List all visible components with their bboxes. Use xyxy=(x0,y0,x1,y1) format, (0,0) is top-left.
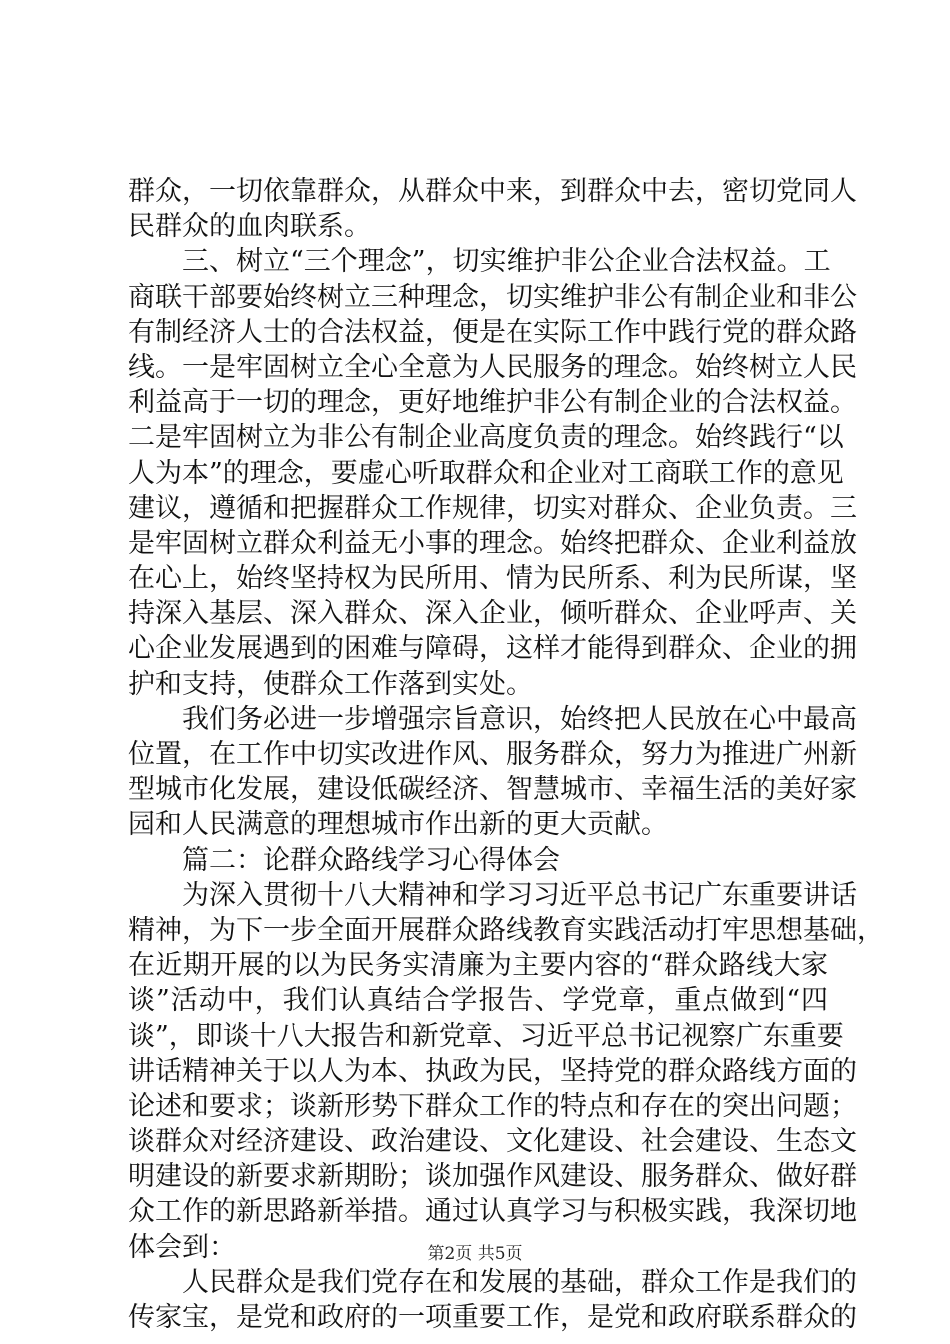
text-line: 群众，一切依靠群众，从群众中来，到群众中去，密切党同人 xyxy=(128,176,857,207)
text-line: 型城市化发展，建设低碳经济、智慧城市、幸福生活的美好家 xyxy=(128,774,857,806)
text-line: 有制经济人士的合法权益，便是在实际工作中践行党的群众路 xyxy=(128,316,857,348)
text-line: 持深入基层、深入群众、深入企业，倾听群众、企业呼声、关 xyxy=(128,598,857,630)
page-footer: 第2页 共5页 xyxy=(427,1244,523,1264)
text-line: 建议，遵循和把握群众工作规律，切实对群众、企业负责。三 xyxy=(128,492,857,524)
text-line: 人为本”的理念，要虚心听取群众和企业对工商联工作的意见 xyxy=(128,457,844,489)
text-line: 园和人民满意的理想城市作出新的更大贡献。 xyxy=(128,809,668,841)
text-line: 位置，在工作中切实改进作风、服务群众，努力为推进广州新 xyxy=(128,739,857,770)
text-line: 众工作的新思路新举措。通过认真学习与积极实践，我深切地 xyxy=(128,1196,857,1228)
text-line: 明建设的新要求新期盼；谈加强作风建设、服务群众、做好群 xyxy=(128,1161,857,1193)
text-line: 商联干部要始终树立三种理念，切实维护非公有制企业和非公 xyxy=(128,281,857,313)
text-line: 在近期开展的以为民务实清廉为主要内容的“群众路线大家 xyxy=(128,950,828,982)
text-line: 谈”活动中，我们认真结合学报告、学党章，重点做到“四 xyxy=(128,985,828,1017)
text-line: 谈群众对经济建设、政治建设、文化建设、社会建设、生态文 xyxy=(128,1126,857,1158)
text-line: 篇二：论群众路线学习心得体会 xyxy=(128,844,560,876)
text-line: 讲话精神关于以人为本、执政为民，坚持党的群众路线方面的 xyxy=(128,1055,857,1087)
text-line: 心企业发展遇到的困难与障碍，这样才能得到群众、企业的拥 xyxy=(128,633,857,665)
text-line: 利益高于一切的理念，更好地维护非公有制企业的合法权益。 xyxy=(128,387,857,419)
text-line: 民群众的血肉联系。 xyxy=(128,211,371,243)
text-line: 三、树立“三个理念”，切实维护非公企业合法权益。工 xyxy=(128,246,831,278)
document-body xyxy=(128,174,884,1335)
text-line: 我们务必进一步增强宗旨意识，始终把人民放在心中最高 xyxy=(128,703,857,735)
text-line: 护和支持，使群众工作落到实处。 xyxy=(128,668,533,700)
text-line: 二是牢固树立为非公有制企业高度负责的理念。始终践行“以 xyxy=(128,422,844,454)
text-line: 传家宝，是党和政府的一项重要工作，是党和政府联系群众的 xyxy=(128,1302,857,1333)
text-line: 为深入贯彻十八大精神和学习习近平总书记广东重要讲话 xyxy=(128,879,857,911)
text-line: 线。一是牢固树立全心全意为人民服务的理念。始终树立人民 xyxy=(128,351,857,383)
text-line: 体会到： xyxy=(128,1231,236,1263)
text-line: 是牢固树立群众利益无小事的理念。始终把群众、企业利益放 xyxy=(128,527,857,559)
text-line: 谈”，即谈十八大报告和新党章、习近平总书记视察广东重要 xyxy=(128,1020,844,1052)
text-line: 论述和要求；谈新形势下群众工作的特点和存在的突出问题； xyxy=(128,1090,857,1122)
text-line: 精神，为下一步全面开展群众路线教育实践活动打牢思想基础， xyxy=(128,914,884,946)
text-line: 在心上，始终坚持权为民所用、情为民所系、利为民所谋，坚 xyxy=(128,563,857,595)
text-line: 人民群众是我们党存在和发展的基础，群众工作是我们的 xyxy=(128,1266,857,1298)
